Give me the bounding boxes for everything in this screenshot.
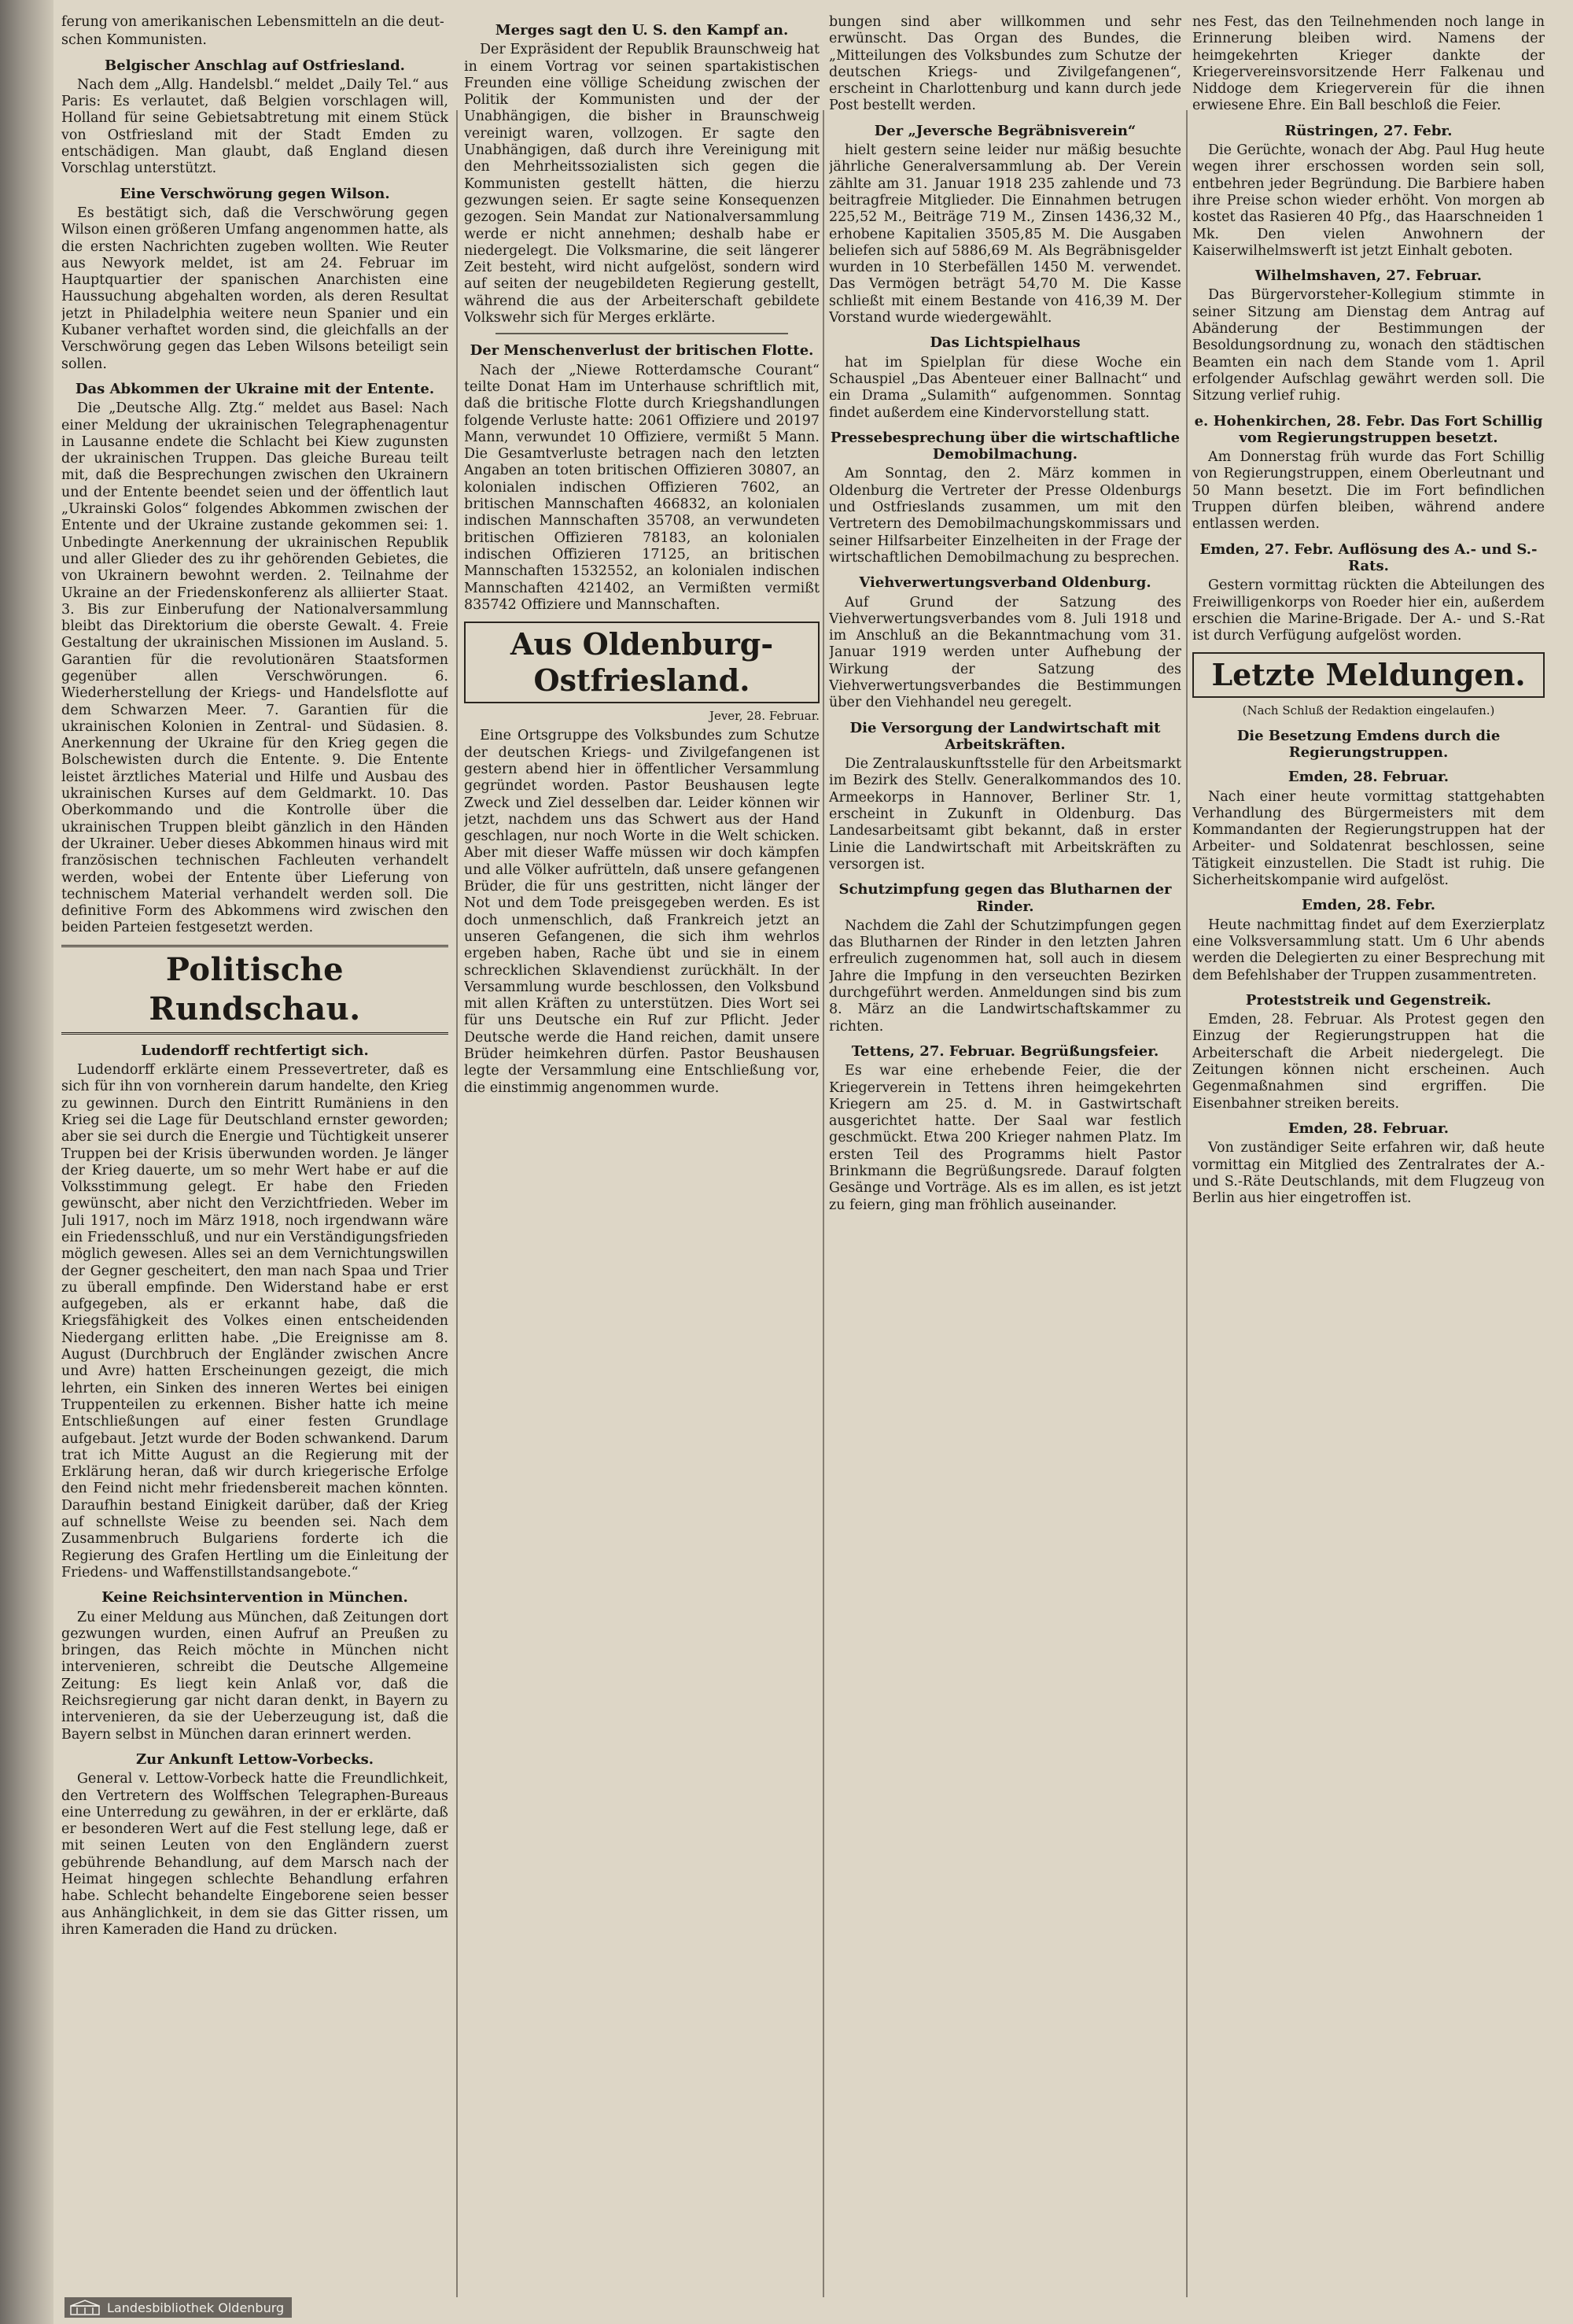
article-body: bungen sind aber willkommen und sehr erwünscht. Das Organ des Bundes, die „Mitteilungen des Volksbundes zum Schutze der deutschen Kriegs- und Zivilgefangenen“, erscheint in Charlottenburg und kann durch jede Post bestellt werden. bbox=[829, 14, 1181, 114]
article-headline: Die Besetzung Emdens durch die Regierungstruppen. bbox=[1236, 727, 1501, 761]
section-title: Aus Oldenburg-Ostfriesland. bbox=[464, 622, 820, 703]
article-body: Zu einer Meldung aus München, daß Zeitungen dort gezwungen wurden, einen Aufruf an Preußen zu bringen, das Reich möchte in München nicht intervenieren, schreibt die Deutsche Allgemeine Zeitung: Es liegt kein Anlaß vor, daß die Reichsregierung gar nicht daran denkt, in Bayern zu intervenieren, da sie der Ueberzeugung ist, daß die Bayern selbst in München daran erinnert werden. bbox=[61, 1609, 448, 1743]
article-body: nes Fest, das den Teilnehmenden noch lange in Erinnerung bleiben wird. Namens der heimgekehrten Krieger dankte der Kriegervereinsvorsitzende Herr Falkenau und Niddoge dem Kriegerverein für die ihnen erwiesene Ehre. Ein Ball beschloß die Feier. bbox=[1192, 14, 1545, 114]
text-line: ferung von amerikanischen Lebensmitteln an die deut- bbox=[61, 14, 444, 30]
dateline: Jever, 28. Februar. bbox=[709, 709, 820, 724]
section-title: Politische Rundschau. bbox=[61, 945, 448, 1035]
article-body: Ludendorff erklärte einem Pressevertreter, daß es sich für ihn von vornherein darum handelte, den Krieg zu gewinnen. Durch den Eintritt Rumäniens in den Krieg sei die Lage für Deutschland ernster geworden; aber sie sei durch die Energie und Tüchtigkeit unserer Truppen bei der Krisis überwunden worden. Je länger der Krieg dauerte, um so mehr Wert habe er auf die Volksstimmung gelegt. Er habe den Frieden gewünscht, aber nicht den Verzichtfrieden. Weber im Juli 1917, noch im März 1918, noch irgendwann wäre ein Friedensschluß, und nur ein Verständigungsfrieden möglich gewesen. Alles sei an dem Vernichtungswillen der Gegner gescheitert, den man nach Spaa und Trier zu überall empfinde. Den Widerstand habe er erst aufgegeben, als er erkannt habe, daß die Kriegsfähigkeit des Volkes einen entscheidenden Niedergang erlitten habe. „Die Ereignisse am 8. August (Durchbruch der Engländer zwischen Ancre und Avre) hatten Erscheinungen gezeigt, die mich lehrten, ein Sinken des inneren Wertes bei einigen Truppenteilen zu erkennen. Bisher hatte ich meine Entschließungen auf einer festen Grundlage aufgebaut. Jetzt wurde der Boden schwankend. Darum trat ich Mitte August an die Regierung mit der Erklärung heran, daß wir durch kriegerische Erfolge den Feind nicht mehr friedensbereit machen könnten. Daraufhin bestand Einigkeit darüber, daß der Krieg auf schnellste Weise zu beenden sei. Nach dem Zusammenbruch Bulgariens forderte ich die Regierung des Grafen Hertling um die Einleitung der Friedens- und Waffenstillstandsangebote.“ bbox=[61, 1062, 448, 1581]
article-body: Eine Ortsgruppe des Volksbundes zum Schutze der deutschen Kriegs- und Zivilgefangenen ist gestern abend hier in öffentlicher Versammlung gegründet worden. Pastor Beushausen legte Zweck und Ziel desselben dar. Leider können wir jetzt, nachdem uns das Schwert aus der Hand geschlagen, nur noch Worte in die Welt schicken. Aber mit dieser Waffe müssen wir doch kämpfen und alle Völker aufrütteln, daß unsere gefangenen Brüder, die für uns gestritten, nicht länger der Not und dem Tode preisgegeben werden. Es ist doch unmenschlich, daß Frankreich jetzt an unseren Gefangenen, die sich ihm wehrlos ergeben haben, Rache übt und sie in einem schrecklichen Sklavendienst zurückhält. In der Versammlung wurde beschlossen, den Volksbund mit allen Kräften zu unterstützen. Dies Wort sei für uns Deutsche ein Ruf zur Pflicht. Jeder Deutsche werde die Hand reichen, damit unsere Brüder heimkehren dürfen. Pastor Beushausen legte der Versammlung eine Entschließung vor, die einstimmig angenommen wurde. bbox=[464, 728, 820, 1096]
article-body: Die Gerüchte, wonach der Abg. Paul Hug heute wegen ihrer erschossen worden sein soll, entbehren jeder Begründung. Die Barbiere haben ihre Preise schon wieder erhöht. Von morgen ab kostet das Rasieren 40 Pfg., das Haarschneiden 1 Mk. Den vielen Anwohnern der Kaiserwilhelmswerft ist jetzt Einhalt geboten. bbox=[1192, 142, 1545, 259]
article-body: hat im Spielplan für diese Woche ein Schauspiel „Das Abenteuer einer Ballnacht“ und ein Drama „Sulamith“ aufgenommen. Sonntag findet außerdem eine Kindervorstellung statt. bbox=[829, 354, 1181, 421]
article-body: Die Zentralauskunftsstelle für den Arbeitsmarkt im Bezirk des Stellv. Generalkommandos des 10. Armeekorps in Hannover, Berliner Str. 1, erscheint in Zukunft in Oldenburg. Das Landesarbeitsamt gibt bekannt, daß in erster Linie die Landwirtschaft mit Arbeitskräften zu versorgen ist. bbox=[829, 756, 1181, 872]
article-headline: Emden, 28. Februar. bbox=[1288, 769, 1450, 786]
section-title: Letzte Meldungen. bbox=[1192, 652, 1545, 698]
article-headline: Ludendorff rechtfertigt sich. bbox=[141, 1042, 369, 1059]
article-headline: Keine Reichsintervention in München. bbox=[101, 1589, 408, 1607]
article-headline: Rüstringen, 27. Febr. bbox=[1284, 122, 1453, 139]
article-body: Der Expräsident der Republik Braunschweig hat in einem Vortrag vor seinen spartakistischen Freunden eine völlige Scheidung zwischen der Politik der Kommunisten und der der Unabhängigen, die bisher in Braunschweig vereinigt waren, vollzogen. Er sagte den Unabhängigen, daß durch ihre Vereinigung mit den Mehrheitssozialisten sich gegen die Kommunisten gestellt hätten, die hierzu gezwungen seien. Er sagte seine Konsequenzen gezogen. Sein Mandat zur Nationalversammlung werde er nicht annehmen; deshalb habe er niedergelegt. Die Volksmarine, die seit längerer Zeit besteht, wird nicht aufgelöst, sondern wird auf seiten der neugebildeten Regierung gestellt, während die aus der Arbeiterschaft gebildete Volkswehr sich für Merges erklärte. bbox=[464, 42, 820, 326]
article-body: General v. Lettow-Vorbeck hatte die Freundlichkeit, den Vertretern des Wolffschen Telegraphen-Bureaus eine Unterredung zu gewähren, in der er erklärte, daß er besonderen Wert auf die Fest stellung lege, daß er mit seinen Leuten von den Engländern zuerst gebührende Behandlung, auf dem Marsch nach der Heimat hingegen schlechte Behandlung erfahren habe. Schlecht behandelte Eingeborene seien besser aus Anhänglichkeit, in dem sie das Gitter rissen, um ihren Kameraden die Hand zu drücken. bbox=[61, 1771, 448, 1938]
article-headline: Das Lichtspielhaus bbox=[930, 334, 1081, 352]
article-headline: Der Menschenverlust der britischen Flotte. bbox=[470, 342, 814, 360]
article-headline: Belgischer Anschlag auf Ostfriesland. bbox=[105, 57, 405, 74]
article-body: Das Bürgervorsteher-Kollegium stimmte in seiner Sitzung am Dienstag dem Antrag auf Abänderung der Bestimmungen der Besoldungsordnung zu, wonach den städtischen Beamten ein nach dem Stande vom 1. April erfolgender Aufschlag gewährt werden soll. Die Sitzung verlief ruhig. bbox=[1192, 287, 1545, 404]
article-body: Nach einer heute vormittag stattgehabten Verhandlung des Bürgermeisters mit dem Kommandanten der Regierungstruppen hat der Arbeiter- und Soldatenrat beschlossen, seine Tätigkeit einzustellen. Die Stadt ist ruhig. Die Sicherheitskompanie wird aufgelöst. bbox=[1192, 788, 1545, 889]
article-body: Nachdem die Zahl der Schutzimpfungen gegen das Blutharnen der Rinder in den letzten Jahren erfreulich zugenommen hat, soll auch in diesem Jahre die Impfung in den verseuchten Bezirken durchgeführt werden. Anmeldungen sind bis zum 8. März an die Landwirtschaftskammer zu richten. bbox=[829, 917, 1181, 1035]
library-building-icon bbox=[69, 2300, 101, 2315]
section-subtitle: (Nach Schluß der Redaktion eingelaufen.) bbox=[1242, 703, 1495, 718]
article-headline: Tettens, 27. Februar. Begrüßungsfeier. bbox=[851, 1042, 1159, 1060]
article-headline: Emden, 27. Febr. Auflösung des A.- und S.-Rats. bbox=[1199, 540, 1538, 574]
article-headline: Eine Verschwörung gegen Wilson. bbox=[120, 185, 390, 202]
divider bbox=[495, 333, 788, 334]
column-1 bbox=[61, 14, 448, 2280]
column-3 bbox=[829, 14, 1181, 2280]
article-headline: Viehverwertungsverband Oldenburg. bbox=[859, 574, 1151, 592]
article-headline: e. Hohenkirchen, 28. Febr. Das Fort Schillig vom Regierungstruppen besetzt. bbox=[1194, 412, 1543, 446]
column-4 bbox=[1192, 14, 1545, 2280]
article-headline: Pressebesprechung über die wirtschaftliche Demobilmachung. bbox=[830, 429, 1181, 463]
article-headline: Wilhelmshaven, 27. Februar. bbox=[1254, 267, 1483, 285]
column-rule bbox=[823, 110, 824, 2297]
column-rule bbox=[456, 110, 458, 2297]
library-watermark bbox=[64, 2297, 292, 2318]
article-body: Die „Deutsche Allg. Ztg.“ meldet aus Basel: Nach einer Meldung der ukrainischen Telegraphenagentur in Lausanne endete die Schlacht bei Kiew zugunsten der ukrainischen Truppen. Das gleiche Bureau teilt mit, daß die Besprechungen zwischen den Ukrainern und der Entente beendet seien und der öffentlich laut „Ukrainski Golos“ folgendes Abkommen zwischen der Entente und der Ukraine zustande gekommen sei: 1. Unbedingte Anerkennung der ukrainischen Republik und aller Glieder des zu ihr gehörenden Gebietes, die von Ukrainern bewohnt werden. 2. Teilnahme der Ukraine an der Friedenskonferenz als alliierter Staat. 3. Bis zur Einberufung der Nationalversammlung bleibt das Direktorium die oberste Gewalt. 4. Freie Gestaltung der ukrainischen Missionen im Ausland. 5. Garantien für die revolutionären Staatsformen gegenüber allen Verschwörungen. 6. Wiederherstellung der Kriegs- und Handelsflotte auf dem Schwarzen Meer. 7. Garantien für die ukrainischen Kolonien in Zentral- und Südasien. 8. Anerkennung der Ukraine für den Krieg gegen die Bolschewisten durch die Entente. 9. Die Entente leistet ärztliches Material und Hilfe und Ausbau des ukrainischen Kurses auf dem Geldmarkt. 10. Das Oberkommando und die Kontrolle über die ukrainischen Truppen bleibt gänzlich in den Händen der Ukrainer. Ueber dieses Abkommen hinaus wird mit französischen technischen Fachleuten verhandelt werden, wobei der Entente über Lieferung von technischem Material verhandelt werden soll. Die definitive Form des Abkommens wird zwischen den beiden Parteien festgesetzt werden. bbox=[61, 400, 448, 936]
text-line: schen Kommunisten. bbox=[61, 32, 207, 49]
article-body: hielt gestern seine leider nur mäßig besuchte jährliche Generalversammlung ab. Der Verein zählte am 31. Januar 1918 235 zahlende und 73 beitragfreie Mitglieder. Die Einnahmen betrugen 225,52 M., Beiträge 719 M., Zinsen 1436,32 M., erhobene Kapitalien 3505,85 M. Die Ausgaben beliefen sich auf 5886,69 M. Als Begräbnisgelder wurden in 10 Sterbefällen 1450 M. verwendet. Das Vermögen beträgt 54,70 M. Die Kasse schließt mit einem Bestande von 416,39 M. Der Vorstand wurde wiedergewählt. bbox=[829, 142, 1181, 326]
article-body: Gestern vormittag rückten die Abteilungen des Freiwilligenkorps von Roeder hier ein, außerdem erschien die Marine-Brigade. Der A.- und S.-Rat ist durch Verfügung aufgelöst worden. bbox=[1192, 577, 1545, 644]
library-name: Landesbibliothek Oldenburg bbox=[107, 2300, 285, 2315]
column-rule bbox=[1186, 110, 1188, 2297]
article-headline: Emden, 28. Februar. bbox=[1288, 1120, 1450, 1137]
article-body: Am Sonntag, den 2. März kommen in Oldenburg die Vertreter der Presse Oldenburgs und Ostfrieslands zusammen, um mit den Vertretern des Demobilmachungskommissars und seiner Hilfsarbeiter Einzelheiten in der Frage der wirtschaftlichen Demobilmachung zu besprechen. bbox=[829, 466, 1181, 566]
column-2 bbox=[464, 14, 820, 2280]
article-body: Nach der „Niewe Rotterdamsche Courant“ teilte Donat Ham im Unterhause schriftlich mit, daß die britische Flotte durch Kriegshandlungen folgende Verluste hatte: 2061 Offiziere und 20197 Mann, verwundet 10 Offiziere, vermißt 5 Mann. Die Gesamtverluste betragen nach den letzten Angaben an toten britischen Offizieren 30807, an kolonialen indischen Offizieren 7602, an britischen Mannschaften 466832, an kolonialen indischen Mannschaften 35708, an verwundeten britischen Offizieren 78183, an kolonialen indischen Offizieren 17125, an britischen Mannschaften 1532552, an kolonialen indischen Mannschaften 421402, an Vermißten vermißt 835742 Offiziere und Mannschaften. bbox=[464, 362, 820, 613]
article-body: Am Donnerstag früh wurde das Fort Schillig von Regierungstruppen, einem Oberleutnant und 50 Mann besetzt. Die im Fort befindlichen Truppen dürfen bleiben, während andere entlassen werden. bbox=[1192, 449, 1545, 533]
book-binding-edge bbox=[0, 0, 53, 2324]
article-headline: Das Abkommen der Ukraine mit der Entente. bbox=[75, 380, 435, 397]
article-headline: Zur Ankunft Lettow-Vorbecks. bbox=[135, 1750, 374, 1768]
article-headline: Emden, 28. Febr. bbox=[1302, 897, 1435, 914]
article-headline: Schutzimpfung gegen das Blutharnen der Rinder. bbox=[838, 881, 1172, 915]
article-headline: Merges sagt den U. S. den Kampf an. bbox=[495, 22, 789, 39]
article-body: Es bestätigt sich, daß die Verschwörung gegen Wilson einen größeren Umfang angenommen hatte, als die ersten Nachrichten zugeben wollten. Wie Reuter aus Newyork meldet, ist am 24. Februar im Hauptquartier der spanischen Anarchisten eine Haussuchung abgehalten worden, als deren Resultat jetzt in Philadelphia weitere neun Spanier und ein Kubaner verhaftet worden sind, die gleichfalls an der Verschwörung gegen das Leben Wilsons beteiligt sein sollen. bbox=[61, 205, 448, 372]
article-headline: Der „Jeversche Begräbnisverein“ bbox=[874, 122, 1136, 139]
article-headline: Die Versorgung der Landwirtschaft mit Arbeitskräften. bbox=[849, 719, 1161, 753]
article-body: Heute nachmittag findet auf dem Exerzierplatz eine Volksversammlung statt. Um 6 Uhr abends werden die Delegierten zu einer Besprechung mit dem Befehlshaber der Truppen zusammentreten. bbox=[1192, 917, 1545, 983]
article-body: Von zuständiger Seite erfahren wir, daß heute vormittag ein Mitglied des Zentralrates der A.- und S.-Räte Deutschlands, mit dem Flugzeug von Berlin aus hier eingetroffen ist. bbox=[1192, 1140, 1545, 1207]
article-body: Nach dem „Allg. Handelsbl.“ meldet „Daily Tel.“ aus Paris: Es verlautet, daß Belgien vorschlagen will, Holland für seine Gebietsabtretung mit einem Stück von Ostfriesland mit der Stadt Emden zu entschädigen. Man glaubt, daß England diesen Vorschlag unterstützt. bbox=[61, 76, 448, 177]
article-body: Es war eine erhebende Feier, die der Kriegerverein in Tettens ihren heimgekehrten Kriegern am 25. d. M. in Gastwirtschaft ausgerichtet hatte. Der Saal war festlich geschmückt. Etwa 200 Krieger nahmen Platz. Im ersten Teil des Programms hielt Pastor Brinkmann die Begrüßungsrede. Darauf folgten Gesänge und Vorträge. Als es im allen, es ist jetzt zu feiern, ging man fröhlich auseinander. bbox=[829, 1063, 1181, 1213]
article-headline: Proteststreik und Gegenstreik. bbox=[1245, 991, 1492, 1009]
article-body: Auf Grund der Satzung des Viehverwertungsverbandes vom 8. Juli 1918 und im Anschluß an die Bekanntmachung vom 31. Januar 1919 werden unter Aufhebung der Wirkung der Satzung des Viehverwertungsverbandes die Bestimmungen über den Viehhandel neu geregelt. bbox=[829, 594, 1181, 711]
article-body: Emden, 28. Februar. Als Protest gegen den Einzug der Regierungstruppen hat die Arbeiterschaft die Arbeit niedergelegt. Die Zeitungen können nicht erscheinen. Auch Gegenmaßnahmen sind ergriffen. Die Eisenbahner streiken bereits. bbox=[1192, 1012, 1545, 1112]
